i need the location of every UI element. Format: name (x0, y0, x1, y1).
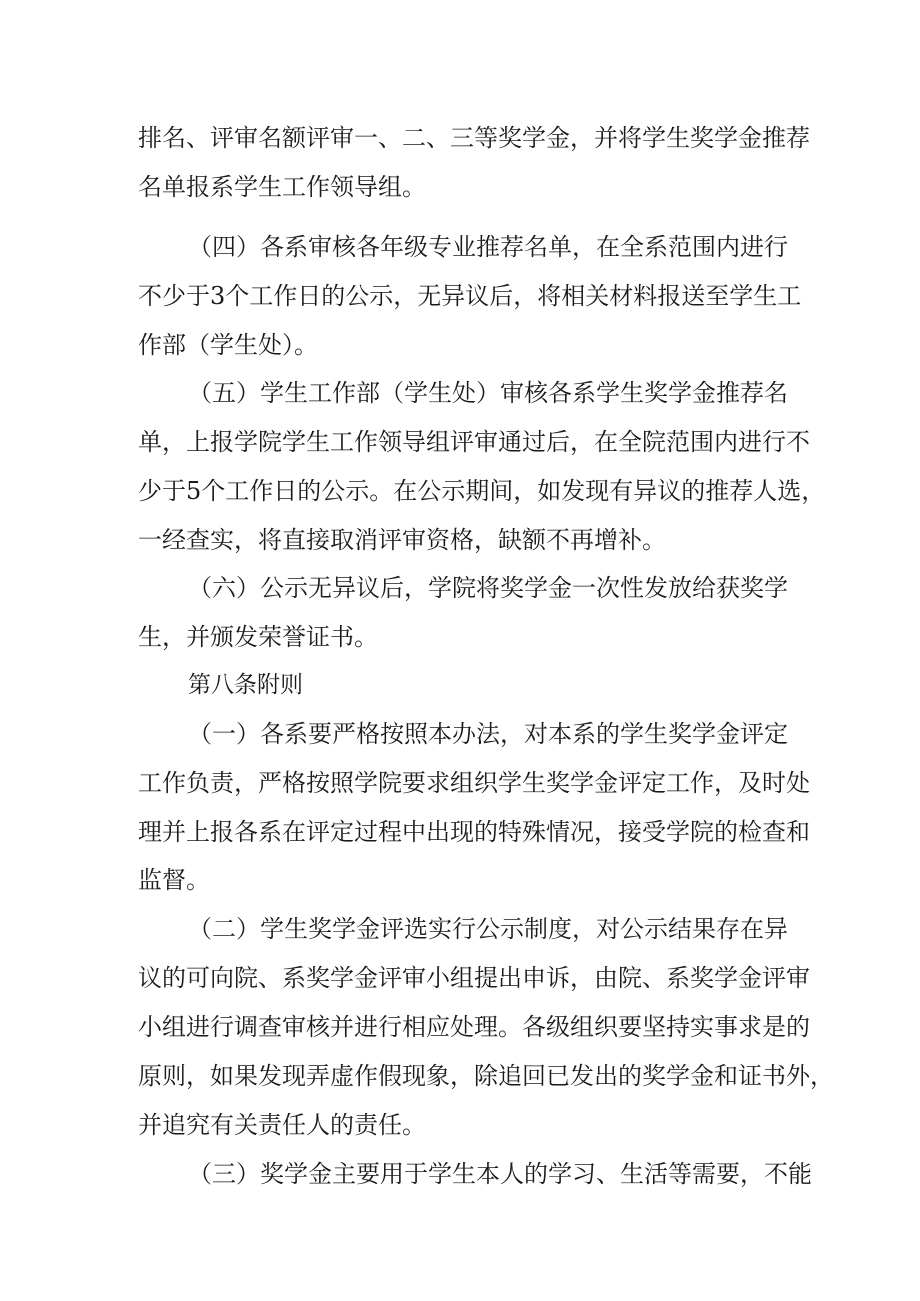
text-line-17: （二）学生奖学金评选实行公示制度，对公示结果存在异 (188, 915, 788, 943)
text-line-22: （三）奖学金主要用于学生本人的学习、生活等需要，不能 (188, 1160, 812, 1188)
text-line-7: 单，上报学院学生工作领导组评审通过后，在全院范围内进行不 (138, 428, 810, 456)
text-line-5: 作部（学生处）。 (138, 331, 318, 359)
section-heading: 第八条附则 (188, 672, 303, 698)
text-line-9: 一经查实，将直接取消评审资格，缺额不再增补。 (138, 526, 666, 554)
text-line-21: 并追究有关责任人的责任。 (138, 1111, 426, 1139)
text-line-15: 理并上报各系在评定过程中出现的特殊情况，接受学院的检查和 (138, 818, 810, 846)
text-line-8: 少于5个工作日的公示。在公示期间，如发现有异议的推荐人选， (138, 477, 826, 505)
text-line-4: 不少于3个工作日的公示，无异议后，将相关材料报送至学生工 (138, 282, 802, 310)
text-line-1: 排名、评审名额评审一、二、三等奖学金，并将学生奖学金推荐 (138, 124, 810, 152)
text-line-13: （一）各系要严格按照本办法，对本系的学生奖学金评定 (188, 720, 788, 748)
text-line-2: 名单报系学生工作领导组。 (138, 173, 426, 201)
text-line-14: 工作负责，严格按照学院要求组织学生奖学金评定工作，及时处 (138, 769, 810, 797)
text-line-19: 小组进行调查审核并进行相应处理。各级组织要坚持实事求是的 (138, 1013, 810, 1041)
text-line-20: 原则，如果发现弄虚作假现象，除追回已发出的奖学金和证书外， (138, 1062, 834, 1090)
text-line-11: 生，并颁发荣誉证书。 (138, 623, 378, 651)
text-line-6: （五）学生工作部（学生处）审核各系学生奖学金推荐名 (188, 379, 788, 407)
text-line-18: 议的可向院、系奖学金评审小组提出申诉，由院、系奖学金评审 (138, 964, 810, 992)
text-line-16: 监督。 (138, 866, 210, 894)
text-line-3: （四）各系审核各年级专业推荐名单，在全系范围内进行 (188, 233, 788, 261)
text-line-10: （六）公示无异议后，学院将奖学金一次性发放给获奖学 (188, 574, 788, 602)
